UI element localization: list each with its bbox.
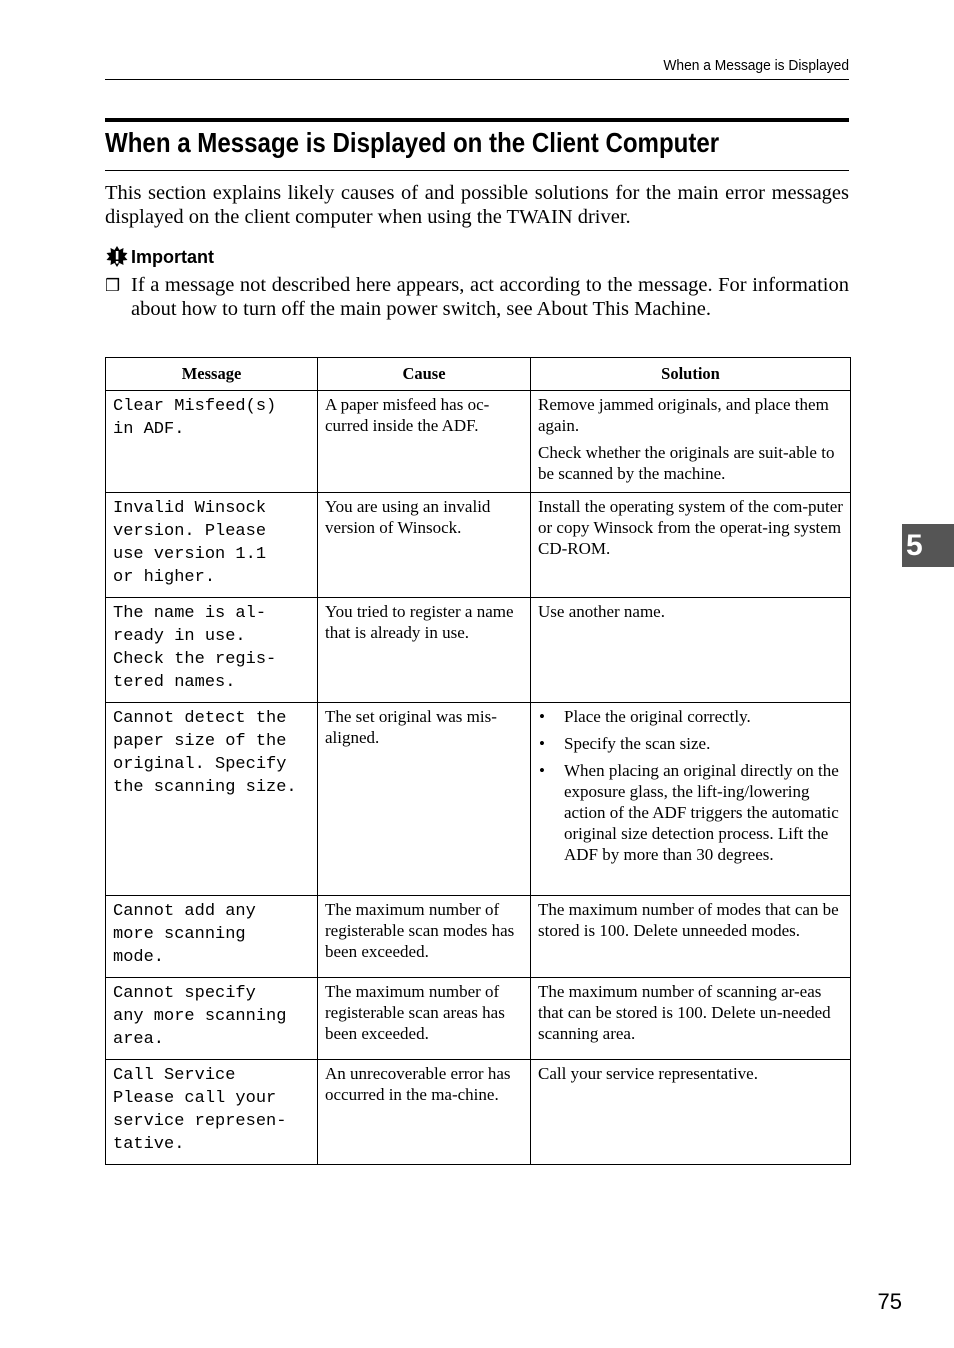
table-row xyxy=(106,978,851,1060)
solution-text: Remove jammed originals, and place them again. xyxy=(538,395,829,435)
header-solution: Solution xyxy=(531,358,851,391)
header-rule xyxy=(105,79,849,80)
solution-bullet-list xyxy=(538,706,844,865)
table-row xyxy=(106,391,851,493)
cause-cell: A paper misfeed has oc-curred inside the ADF. xyxy=(318,391,531,493)
cause-cell: The set original was mis-aligned. xyxy=(318,703,531,896)
chapter-tab: 5 xyxy=(902,524,954,567)
solution-cell xyxy=(531,493,851,598)
cause-cell: The maximum number of registerable scan modes has been exceeded. xyxy=(318,896,531,978)
header-message: Message xyxy=(106,358,318,391)
message-cell: Call Service Please call your service represen- tative. xyxy=(106,1060,318,1165)
message-cell: Cannot add any more scanning mode. xyxy=(106,896,318,978)
solution-text: Use another name. xyxy=(538,602,665,621)
cause-cell: The maximum number of registerable scan areas has been exceeded. xyxy=(318,978,531,1060)
table-header-row xyxy=(106,358,851,391)
important-note: If a message not described here appears, act according to the message. For information about how to turn off the main power switch, see About This Machine. xyxy=(131,274,849,320)
cause-cell: You tried to register a name that is already in use. xyxy=(318,598,531,703)
important-heading xyxy=(105,245,214,269)
solution-text: The maximum number of scanning ar-eas that can be stored is 100. Delete un-needed scanning area. xyxy=(538,982,831,1043)
solution-text: The maximum number of modes that can be stored is 100. Delete unneeded modes. xyxy=(538,900,839,940)
list-item: • Place the original correctly. xyxy=(538,706,844,727)
table-row xyxy=(106,1060,851,1165)
important-icon xyxy=(105,245,131,269)
solution-cell xyxy=(531,598,851,703)
solution-text: Check whether the originals are suit-able to be scanned by the machine. xyxy=(538,443,835,483)
header-cause: Cause xyxy=(318,358,531,391)
title-rule-top xyxy=(105,118,849,122)
cause-cell: You are using an invalid version of Winsock. xyxy=(318,493,531,598)
solution-cell xyxy=(531,896,851,978)
solution-text: Install the operating system of the com-puter or copy Winsock from the operat-ing system CD-ROM. xyxy=(538,497,843,558)
cause-cell: An unrecoverable error has occurred in the ma-chine. xyxy=(318,1060,531,1165)
list-item: • When placing an original directly on the exposure glass, the lift-ing/lowering action of the ADF triggers the automatic original size detection process. Lift the ADF by more than 30 degrees. xyxy=(538,760,844,865)
table-row xyxy=(106,703,851,896)
page-number: 75 xyxy=(877,1289,902,1314)
section-title: When a Message is Displayed on the Client Computer xyxy=(105,127,720,158)
table-row xyxy=(106,598,851,703)
solution-cell xyxy=(531,391,851,493)
message-cell: Cannot specify any more scanning area. xyxy=(106,978,318,1060)
solution-text: Call your service representative. xyxy=(538,1064,758,1083)
solution-cell xyxy=(531,978,851,1060)
important-label: Important xyxy=(131,246,214,267)
solution-cell xyxy=(531,1060,851,1165)
checkbox-bullet-icon: ❒ xyxy=(105,276,121,296)
solution-cell xyxy=(531,703,851,896)
message-cell: The name is al- ready in use. Check the regis- tered names. xyxy=(106,598,318,703)
running-header: When a Message is Displayed xyxy=(663,57,849,74)
table-row xyxy=(106,493,851,598)
message-cell: Clear Misfeed(s) in ADF. xyxy=(106,391,318,493)
message-cell: Cannot detect the paper size of the original. Specify the scanning size. xyxy=(106,703,318,896)
intro-paragraph: This section explains likely causes of and possible solutions for the main error messages displayed on the client computer when using the TWAIN driver. xyxy=(105,182,849,228)
title-rule-bottom xyxy=(105,170,849,171)
message-cell: Invalid Winsock version. Please use version 1.1 or higher. xyxy=(106,493,318,598)
list-item: • Specify the scan size. xyxy=(538,733,844,754)
table-row xyxy=(106,896,851,978)
message-table xyxy=(105,357,851,1165)
